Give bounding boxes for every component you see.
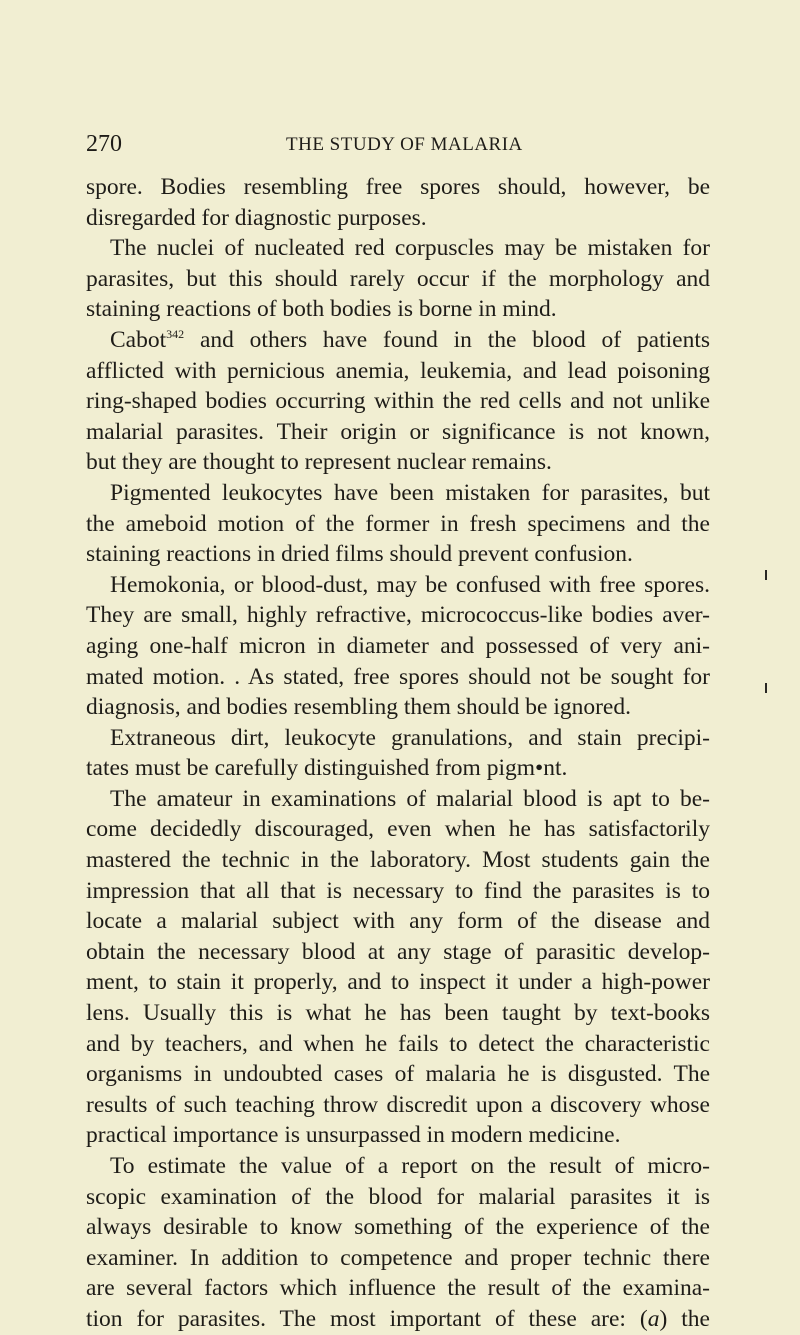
text-line: The amateur in examinations of malarial blood is apt to be- — [110, 785, 710, 812]
text-line: tates must be carefully distinguished from pigm•nt. — [86, 755, 568, 782]
body-text — [86, 172, 710, 1335]
text-line: To estimate the value of a report on the result of micro- — [110, 1153, 710, 1179]
text-line: but they are thought to represent nuclear remains. — [86, 449, 552, 476]
text-line: They are small, highly refractive, micrococcus-like bodies aver- — [86, 602, 710, 629]
text-fragment: tion for parasites. The most important of these are: ( — [86, 1305, 648, 1332]
text-line: lens. Usually this is what he has been taught by text-books — [86, 1000, 710, 1027]
text-line: staining reactions of both bodies is borne in mind. — [86, 296, 557, 323]
author-name: Cabot — [110, 326, 167, 353]
text-line: are several factors which influence the result of the examina- — [86, 1275, 710, 1302]
text-line: results of such teaching throw discredit upon a discovery whose — [86, 1091, 710, 1118]
text-line: aging one-half micron in diameter and possessed of very ani- — [86, 632, 710, 659]
text-line: staining reactions in dried films should prevent confusion. — [86, 541, 633, 568]
text-line: locate a malarial subject with any form of the disease and — [86, 908, 710, 935]
text-line: come decidedly discouraged, even when he has satisfactorily — [86, 816, 710, 843]
text-line: Hemokonia, or blood-dust, may be confused with free spores. — [110, 571, 710, 598]
text-line: organisms in undoubted cases of malaria he is disgusted. The — [86, 1061, 710, 1088]
text-line: scopic examination of the blood for malarial parasites it is — [86, 1183, 710, 1210]
text-line: always desirable to know something of the experience of the — [86, 1214, 710, 1241]
text-line: the ameboid motion of the former in fresh specimens and the — [86, 510, 710, 537]
text-line: disregarded for diagnostic purposes. — [86, 204, 427, 231]
text-line: mastered the technic in the laboratory. Most students gain the — [86, 847, 710, 874]
text-fragment: and others have found in the blood of patients — [199, 326, 711, 353]
text-line: ring-shaped bodies occurring within the red cells and not unlike — [86, 388, 710, 415]
text-line: afflicted with pernicious anemia, leukemia, and lead poisoning — [86, 357, 710, 384]
text-fragment: ) the — [659, 1305, 710, 1332]
text-line-final — [86, 1304, 710, 1335]
text-line: malarial parasites. Their origin or significance is not known, — [86, 418, 710, 445]
text-line: practical importance is unsurpassed in modern medicine. — [86, 1122, 621, 1149]
text-line: The nuclei of nucleated red corpuscles may be mistaken for — [110, 235, 710, 262]
text-line: obtain the necessary blood at any stage of parasitic develop- — [86, 938, 710, 965]
text-line: impression that all that is necessary to find the parasites is to — [86, 877, 710, 904]
text-line: Extraneous dirt, leukocyte granulations, and stain precipi- — [110, 724, 710, 751]
text-line: Pigmented leukocytes have been mistaken for parasites, but — [110, 479, 710, 506]
item-marker: a — [647, 1305, 660, 1332]
text-line: and by teachers, and when he fails to detect the characteristic — [86, 1030, 710, 1057]
text-line: spore. Bodies resembling free spores should, however, be — [86, 174, 710, 200]
running-title: THE STUDY OF MALARIA — [286, 134, 523, 155]
margin-mark — [765, 683, 767, 693]
reference-number: 342 — [166, 326, 185, 341]
text-line: parasites, but this should rarely occur if the morphology and — [86, 265, 710, 292]
text-line: examiner. In addition to competence and proper technic there — [86, 1244, 710, 1271]
text-line: ment, to stain it properly, and to inspect it under a high-power — [86, 969, 710, 996]
margin-mark — [765, 570, 767, 580]
text-line: diagnosis, and bodies resembling them should be ignored. — [86, 694, 631, 721]
text-line-cabot — [86, 325, 710, 356]
text-line: mated motion. . As stated, free spores should not be sought for — [86, 663, 710, 690]
page-number: 270 — [86, 131, 122, 157]
running-head — [86, 129, 716, 159]
